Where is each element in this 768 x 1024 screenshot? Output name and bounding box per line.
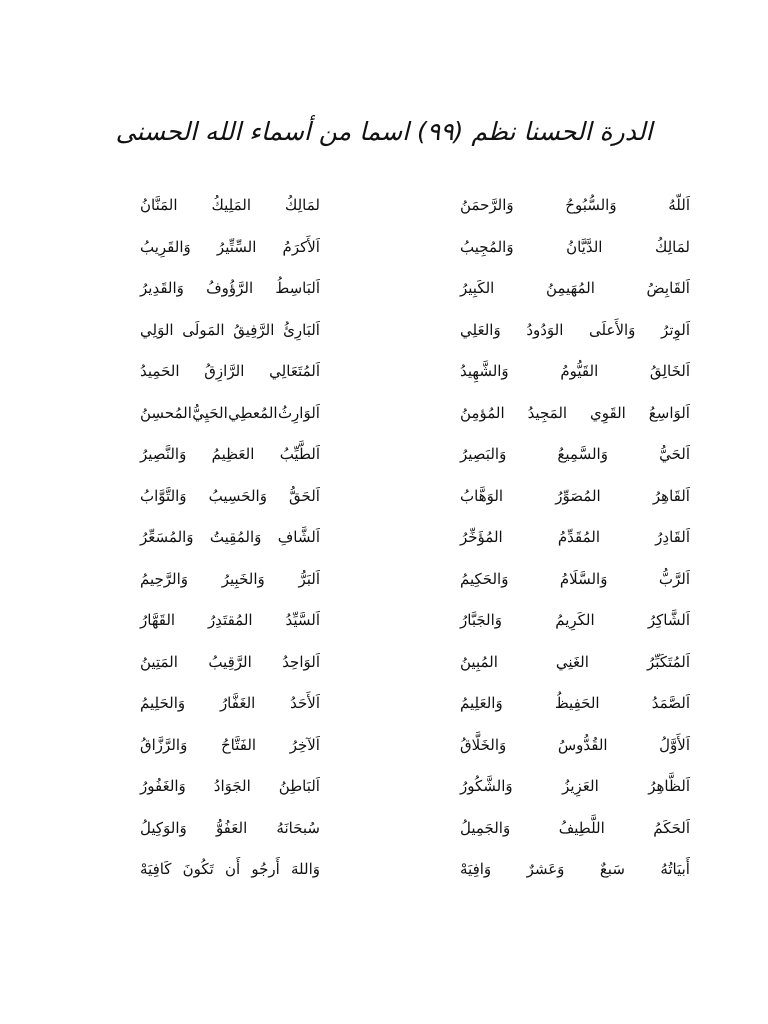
name-word: اَلقَادِرُ <box>655 528 690 546</box>
first-hemistich <box>460 433 690 475</box>
second-hemistich <box>140 765 320 807</box>
name-word: وَالمُسَعِّرُ <box>140 528 194 546</box>
name-word: المَولَى <box>182 320 225 339</box>
verse-line <box>0 724 768 766</box>
verse-line <box>0 558 768 600</box>
name-word: المُعطِي <box>228 403 278 422</box>
name-word: المُؤَخِّرُ <box>460 528 503 546</box>
name-word: اَلسَّيِّدُ <box>285 611 320 629</box>
name-word: اَلأَوَّلُ <box>659 735 690 754</box>
verse-line <box>0 599 768 641</box>
name-word: الرَّقِيبُ <box>208 652 252 671</box>
name-word: وَالوَكِيلُ <box>140 818 187 837</box>
name-word: الجَوَادُ <box>213 777 251 795</box>
second-hemistich <box>140 184 320 226</box>
name-word: وَافِيَهْ <box>460 860 492 878</box>
name-word: اَلمُتَكَبِّرُ <box>646 652 690 671</box>
name-word: أَرجُو <box>251 860 280 878</box>
second-hemistich <box>140 226 320 268</box>
name-word: اَلشَّافِ <box>277 528 320 546</box>
first-hemistich <box>460 516 690 558</box>
name-word: الكَبِيرُ <box>460 279 495 297</box>
name-word: اَلبَاطِنُ <box>278 777 320 795</box>
name-word: أَن <box>225 860 241 878</box>
name-word: لمَالِكُ <box>654 237 690 256</box>
verse-line <box>0 433 768 475</box>
name-word: وَالمُجِيبُ <box>460 237 514 256</box>
name-word: المُهَيمِنُ <box>545 279 595 297</box>
name-word: أَبيَاتُهُ <box>660 860 690 878</box>
name-word: المَتِينُ <box>140 652 178 671</box>
name-word: اَلوَاحِدُ <box>282 652 320 671</box>
verse-line <box>0 848 768 890</box>
first-hemistich <box>460 309 690 351</box>
name-word: اَلخَالِقُ <box>649 362 690 380</box>
name-word: اَلصَّمَدُ <box>651 694 690 712</box>
name-word: وَالسَّمِيعُ <box>557 445 608 463</box>
name-word: وَالرَّحِيمُ <box>140 569 189 588</box>
name-word: الدَّيَّانُ <box>566 237 603 256</box>
first-hemistich <box>460 267 690 309</box>
verse-line <box>0 682 768 724</box>
second-hemistich <box>140 433 320 475</box>
second-hemistich <box>140 641 320 683</box>
name-word: المُقَدِّمُ <box>557 528 601 546</box>
name-word: المَنَّانُ <box>140 196 178 214</box>
name-word: الوَلِي <box>140 320 174 339</box>
name-word: وَاللهَ <box>291 860 320 878</box>
name-word: المُؤمِنُ <box>460 403 505 422</box>
name-word: اَلظَّاهِرُ <box>648 777 690 795</box>
first-hemistich <box>460 807 690 849</box>
name-word: الفَتَّاحُ <box>220 735 257 754</box>
name-word: العَفُوُّ <box>215 818 248 837</box>
second-hemistich <box>140 392 320 434</box>
name-word: وَالعَلِيمُ <box>460 694 503 712</box>
verse-line <box>0 516 768 558</box>
name-word: اَلأَكرَمُ <box>282 237 320 256</box>
poem-body <box>0 184 768 904</box>
name-word: وَالغَفُورُ <box>140 777 186 795</box>
first-hemistich <box>460 475 690 517</box>
name-word: وَالخَلَّاقُ <box>460 735 507 754</box>
name-word: اَلحَقُّ <box>289 486 320 505</box>
name-word: اَلوَاسِعُ <box>648 403 690 422</box>
first-hemistich <box>460 226 690 268</box>
name-word: الحَيِيُّ <box>192 403 228 422</box>
name-word: اَلطَّيِّبُ <box>279 445 320 463</box>
second-hemistich <box>140 807 320 849</box>
name-word: وَالخَبِيرُ <box>221 569 265 588</box>
name-word: الرَّفِيقُ <box>233 320 275 339</box>
name-word: المَلِيكُ <box>211 196 252 214</box>
verse-line <box>0 475 768 517</box>
name-word: الغَفَّارُ <box>219 694 256 712</box>
name-word: وَالحَلِيمُ <box>140 694 186 712</box>
name-word: الغَنِي <box>555 652 589 671</box>
name-word: المُحسِنُ <box>140 403 192 422</box>
name-word: وَالقَرِيبُ <box>140 237 191 256</box>
name-word: سَبعٌ <box>599 860 625 878</box>
verse-line <box>0 392 768 434</box>
name-word: اَللّهُ <box>668 196 690 214</box>
second-hemistich <box>140 848 320 890</box>
name-word: القَوِي <box>590 403 626 422</box>
second-hemistich <box>140 724 320 766</box>
name-word: تَكُونَ <box>182 860 214 878</box>
name-word: اَلمُتَعَالِي <box>269 362 320 380</box>
first-hemistich <box>460 641 690 683</box>
name-word: اَلحَكَمُ <box>653 818 690 837</box>
name-word: اَلرَّبُّ <box>658 569 690 588</box>
name-word: وَالرَّزَّاقُ <box>140 735 188 754</box>
name-word: اَلحَيُّ <box>659 445 690 463</box>
first-hemistich <box>460 392 690 434</box>
name-word: الوَهَّابُ <box>460 486 504 505</box>
name-word: العَظِيمُ <box>211 445 255 463</box>
name-word: وَالجَبَّارُ <box>460 611 503 629</box>
name-word: العَزِيزُ <box>562 777 599 795</box>
name-word: اللَّطِيفُ <box>558 818 605 837</box>
first-hemistich <box>460 350 690 392</box>
name-word: المُبِينُ <box>460 652 498 671</box>
name-word: وَالقَدِيرُ <box>140 279 184 297</box>
name-word: وَالشَّهِيدُ <box>460 362 509 380</box>
second-hemistich <box>140 267 320 309</box>
name-word: المُصَوِّرُ <box>555 486 601 505</box>
first-hemistich <box>460 682 690 724</box>
name-word: اَلقَاهِرُ <box>652 486 690 505</box>
name-word: وَالبَصِيرُ <box>460 445 507 463</box>
name-word: اَلوِترُ <box>661 320 690 339</box>
second-hemistich <box>140 475 320 517</box>
name-word: القَهَّارُ <box>140 611 176 629</box>
second-hemistich <box>140 309 320 351</box>
name-word: وَالحَسِيبُ <box>208 486 267 505</box>
name-word: وَعَشرٌ <box>526 860 565 878</box>
verse-line <box>0 226 768 268</box>
first-hemistich <box>460 184 690 226</box>
name-word: الرَّؤُوفُ <box>206 279 254 297</box>
name-word: اَلشَّاكِرُ <box>647 611 690 629</box>
name-word: كَافِيَهْ <box>140 860 172 878</box>
name-word: اَلبَرُّ <box>298 569 320 588</box>
name-word: وَالشَّكُورُ <box>460 777 513 795</box>
verse-line <box>0 765 768 807</box>
name-word: الحَفِيظُ <box>554 694 600 712</box>
name-word: وَالتَّوَّابُ <box>140 486 187 505</box>
name-word: وَالنَّصِيرُ <box>140 445 187 463</box>
second-hemistich <box>140 516 320 558</box>
first-hemistich <box>460 848 690 890</box>
name-word: وَالسُّبُوحُ <box>565 196 617 214</box>
verse-line <box>0 267 768 309</box>
name-word: وَالعَلِي <box>460 320 501 339</box>
second-hemistich <box>140 350 320 392</box>
verse-line <box>0 184 768 226</box>
name-word: القُدُّوسُ <box>557 735 608 754</box>
second-hemistich <box>140 599 320 641</box>
name-word: المُقتَدِرُ <box>207 611 253 629</box>
name-word: وَالسَّلَامُ <box>559 569 608 588</box>
name-word: اَلآخِرُ <box>289 735 320 754</box>
name-word: السِّتِّيرُ <box>216 237 257 256</box>
second-hemistich <box>140 558 320 600</box>
first-hemistich <box>460 724 690 766</box>
name-word: وَالرَّحمَنُ <box>460 196 514 214</box>
verse-line <box>0 641 768 683</box>
name-word: اَلقَابِضُ <box>646 279 690 297</box>
verse-line <box>0 309 768 351</box>
first-hemistich <box>460 558 690 600</box>
name-word: القَيُّومُ <box>560 362 599 380</box>
name-word: الكَرِيمُ <box>555 611 595 629</box>
name-word: لمَالِكُ <box>284 196 320 214</box>
first-hemistich <box>460 599 690 641</box>
name-word: وَالجَمِيلُ <box>460 818 511 837</box>
name-word: اَلأَحَدُ <box>290 694 320 712</box>
name-word: الحَمِيدُ <box>140 362 180 380</box>
name-word: اَلوَارِثُ <box>277 403 320 422</box>
name-word: وَالأَعلَى <box>589 320 636 339</box>
name-word: المَجِيدُ <box>527 403 568 422</box>
poem-title: الدرة الحسنا نظم (٩٩) اسما من أسماء الله الحسنى <box>115 117 653 146</box>
verse-line <box>0 350 768 392</box>
name-word: سُبحَانَهُ <box>276 818 320 837</box>
second-hemistich <box>140 682 320 724</box>
name-word: اَلبَاسِطُ <box>275 279 320 297</box>
name-word: الرَّازِقُ <box>204 362 245 380</box>
name-word: الوَدُودُ <box>526 320 564 339</box>
name-word: وَالمُقِيتُ <box>209 528 262 546</box>
name-word: اَلبَارِئُ <box>283 320 320 339</box>
verse-line <box>0 807 768 849</box>
first-hemistich <box>460 765 690 807</box>
name-word: وَالحَكِيمُ <box>460 569 509 588</box>
